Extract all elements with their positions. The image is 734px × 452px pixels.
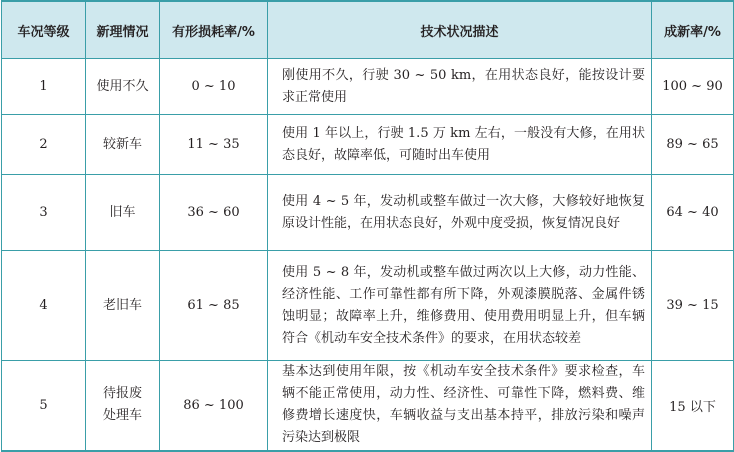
cell-condition: 较新车	[86, 115, 160, 175]
cell-loss-rate: 86 ~ 100	[160, 361, 268, 451]
cell-grade: 5	[2, 361, 86, 451]
cell-newness-rate: 100 ~ 90	[652, 59, 734, 115]
table-header-row	[2, 1, 734, 59]
cell-condition: 待报废处理车	[86, 361, 160, 451]
cell-description: 使用 4 ~ 5 年，发动机或整车做过一次大修，大修较好地恢复原设计性能，在用状态良好，外观中度受损，恢复情况良好	[268, 175, 652, 251]
cell-grade: 2	[2, 115, 86, 175]
cell-description: 刚使用不久，行驶 30 ~ 50 km，在用状态良好，能按设计要求正常使用	[268, 59, 652, 115]
cell-description: 基本达到使用年限，按《机动车安全技术条件》要求检查，车辆不能正常使用，动力性、经济性、可靠性下降，燃料费、维修费增长速度快，车辆收益与支出基本持平，排放污染和噪声污染达到极限	[268, 361, 652, 451]
header-newness-rate: 成新率/%	[652, 1, 734, 59]
table-row	[2, 361, 734, 451]
header-grade: 车况等级	[2, 1, 86, 59]
cell-grade: 3	[2, 175, 86, 251]
table-row	[2, 175, 734, 251]
header-condition: 新理情况	[86, 1, 160, 59]
table-row	[2, 59, 734, 115]
table-row	[2, 251, 734, 361]
cell-loss-rate: 36 ~ 60	[160, 175, 268, 251]
cell-grade: 1	[2, 59, 86, 115]
vehicle-condition-table	[1, 0, 734, 452]
header-description: 技术状况描述	[268, 1, 652, 59]
cell-condition: 使用不久	[86, 59, 160, 115]
cell-loss-rate: 0 ~ 10	[160, 59, 268, 115]
header-loss-rate: 有形损耗率/%	[160, 1, 268, 59]
cell-loss-rate: 11 ~ 35	[160, 115, 268, 175]
cell-newness-rate: 89 ~ 65	[652, 115, 734, 175]
cell-grade: 4	[2, 251, 86, 361]
cell-newness-rate: 64 ~ 40	[652, 175, 734, 251]
table-row	[2, 115, 734, 175]
cell-loss-rate: 61 ~ 85	[160, 251, 268, 361]
cell-newness-rate: 39 ~ 15	[652, 251, 734, 361]
cell-newness-rate: 15 以下	[652, 361, 734, 451]
cell-condition: 老旧车	[86, 251, 160, 361]
cell-description: 使用 5 ~ 8 年，发动机或整车做过两次以上大修，动力性能、经济性能、工作可靠性都有所下降，外观漆膜脱落、金属件锈蚀明显；故障率上升，维修费用、使用费用明显上升，但车辆符合《机动车安全技术条件》的要求，在用状态较差	[268, 251, 652, 361]
cell-description: 使用 1 年以上，行驶 1.5 万 km 左右，一般没有大修，在用状态良好，故障率低，可随时出车使用	[268, 115, 652, 175]
cell-condition: 旧车	[86, 175, 160, 251]
